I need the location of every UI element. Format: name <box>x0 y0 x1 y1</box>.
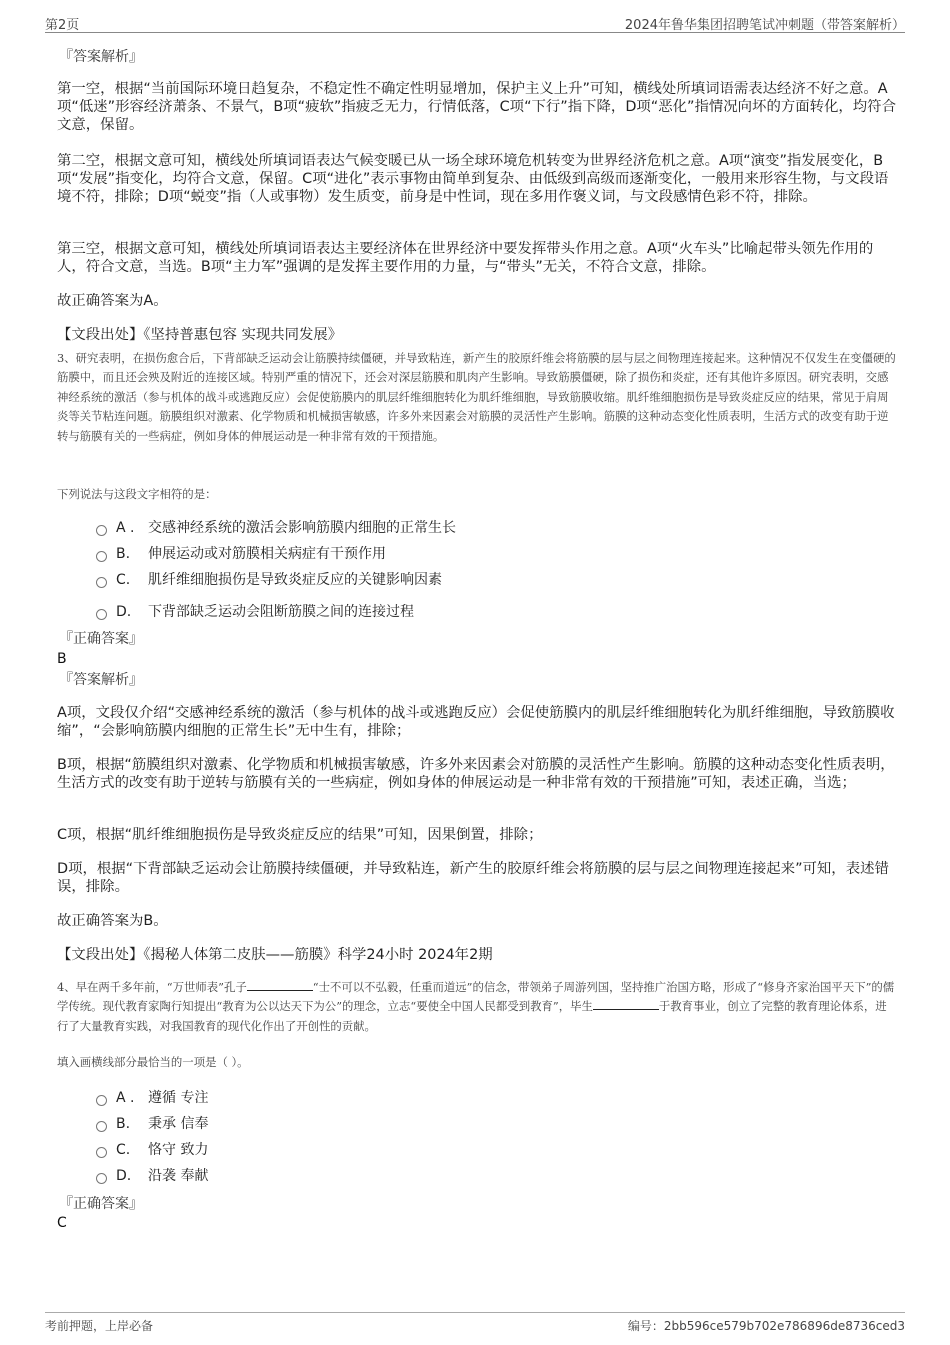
q3-analysis-c: C项，根据“肌纤维细胞损伤是导致炎症反应的结果”可知，因果倒置，排除； <box>57 827 543 843</box>
q3-stem: 3、研究表明，在损伤愈合后，下背部缺乏运动会让筋膜持续僵硬，并导致粘连，新产生的胶原纤维会将筋膜的层与层之间物理连接起来。这种情况不仅发生在变僵硬的筋膜中，而且还会殃及附近的连接区域。特别严重的情况下，还会对深层筋膜和肌肉产生影响。导致筋膜僵硬，除了损伤和炎症，还有其他许多原因。研究表明，交感神经系统的激活（参与机体的战斗或逃跑反应）会促使筋膜内的肌层纤维细胞转化为肌纤维细胞，导致筋膜收缩。肌纤维细胞损伤是导致炎症反应的结果，常见于肩周炎等关节粘连问题。筋膜组织对激素、化学物质和机械损害敏感，许多外来因素会对筋膜的灵活性产生影响。筋膜的这种动态变化性质表明，生活方式的改变有助于逆转与筋膜有关的一些病症，例如身体的伸展运动是一种非常有效的干预措施。 <box>57 351 896 443</box>
radio-icon[interactable] <box>96 551 107 562</box>
q2-source: 【文段出处】《坚持普惠包容 实现共同发展》 <box>57 327 343 343</box>
page-header <box>45 10 905 33</box>
q4-option-d[interactable]: D. 沿袭 奉献 <box>96 1166 208 1186</box>
q3-analysis-label: 『答案解析』 <box>59 672 143 688</box>
q3-analysis-b: B项，根据“筋膜组织对激素、化学物质和机械损害敏感，许多外来因素会对筋膜的灵活性产生影响。筋膜的这种动态变化性质表明，生活方式的改变有助于逆转与筋膜有关的一些病症，例如身体的伸展运动是一种非常有效的干预措施”可知，表述正确，当选； <box>57 757 895 791</box>
q3-source: 【文段出处】《揭秘人体第二皮肤——筋膜》科学24小时 2024年2期 <box>57 947 493 963</box>
radio-icon[interactable] <box>96 1173 107 1184</box>
radio-icon[interactable] <box>96 1095 107 1106</box>
q2-analysis-para-3: 第三空，根据文意可知，横线处所填词语表达主要经济体在世界经济中要发挥带头作用之意。A项“火车头”比喻起带头领先作用的人，符合文意，当选。B项“主力军”强调的是发挥主要作用的力量，与“带头”无关，不符合文意，排除。 <box>57 241 874 275</box>
q4-option-b[interactable]: B. 秉承 信奉 <box>96 1114 208 1134</box>
q3-option-d[interactable]: D. 下背部缺乏运动会阻断筋膜之间的连接过程 <box>96 602 414 622</box>
q2-analysis-label: 『答案解析』 <box>59 49 143 65</box>
radio-icon[interactable] <box>96 577 107 588</box>
q3-analysis-a: A项，文段仅介绍“交感神经系统的激活（参与机体的战斗或逃跑反应）会促使筋膜内的肌层纤维细胞转化为肌纤维细胞，导致筋膜收缩”，“会影响筋膜内细胞的正常生长”无中生有，排除； <box>57 705 895 739</box>
blank-1 <box>247 978 313 991</box>
q3-prompt: 下列说法与这段文字相符的是： <box>57 487 217 501</box>
q3-answer: B <box>57 651 67 667</box>
footer-slogan: 考前押题，上岸必备 <box>45 1319 154 1333</box>
radio-icon[interactable] <box>96 525 107 536</box>
blank-2 <box>593 997 659 1010</box>
radio-icon[interactable] <box>96 1147 107 1158</box>
q3-option-a[interactable]: A . 交感神经系统的激活会影响筋膜内细胞的正常生长 <box>96 518 456 538</box>
q4-stem: 4、早在两千多年前，“万世师表”孔子 “士不可以不弘毅，任重而道远”的信念，带领弟子周游列国，坚持推广治国方略，形成了“修身齐家治国平天下”的儒学传统。现代教育家陶行知提出“教育为公以达天下为公”的理念，立志“要使全中国人民都受到教育”，毕生 于教育事业，创立了完整的教育理论体系，进行了大量教育实践，对我国教育的现代化作出了开创性的贡献。 <box>57 980 895 1033</box>
q4-answer: C <box>57 1215 67 1231</box>
q3-answer-label: 『正确答案』 <box>59 631 143 647</box>
page-footer <box>45 1312 905 1333</box>
radio-icon[interactable] <box>96 609 107 620</box>
q3-option-c[interactable]: C. 肌纤维细胞损伤是导致炎症反应的关键影响因素 <box>96 570 442 590</box>
q3-analysis-d: D项，根据“下背部缺乏运动会让筋膜持续僵硬，并导致粘连，新产生的胶原纤维会将筋膜的层与层之间物理连接起来”可知，表述错误，排除。 <box>57 861 889 895</box>
q4-option-a[interactable]: A . 遵循 专注 <box>96 1088 208 1108</box>
q2-analysis-para-1: 第一空，根据“当前国际环境日趋复杂，不稳定性不确定性明显增加，保护主义上升”可知，横线处所填词语需表达经济不好之意。A项“低迷”形容经济萧条、不景气，B项“疲软”指疲乏无力，行情低落，C项“下行”指下降，D项“恶化”指情况向坏的方面转化，均符合文意，保留。 <box>57 81 896 133</box>
q3-option-b[interactable]: B. 伸展运动或对筋膜相关病症有干预作用 <box>96 544 386 564</box>
q4-answer-label: 『正确答案』 <box>59 1196 143 1212</box>
q4-prompt: 填入画横线部分最恰当的一项是（ ）。 <box>57 1055 249 1069</box>
document-id: 编号：2bb596ce579b702e786896de8736ced3 <box>627 1319 905 1333</box>
q4-option-c[interactable]: C. 恪守 致力 <box>96 1140 208 1160</box>
radio-icon[interactable] <box>96 1121 107 1132</box>
q2-analysis-para-2: 第二空，根据文意可知，横线处所填词语表达气候变暖已从一场全球环境危机转变为世界经济危机之意。A项“演变”指发展变化，B项“发展”指变化，均符合文意，保留。C项“进化”表示事物由简单到复杂、由低级到高级而逐渐变化，一般用来形容生物，与文段语境不符，排除；D项“蜕变”指（人或事物）发生质变，前身是中性词，现在多用作褒义词，与文段感情色彩不符，排除。 <box>57 153 889 205</box>
document-title: 2024年鲁华集团招聘笔试冲刺题（带答案解析） <box>624 18 905 33</box>
q3-conclusion: 故正确答案为B。 <box>57 913 168 929</box>
q2-conclusion: 故正确答案为A。 <box>57 293 168 309</box>
page-number: 第2页 <box>45 18 80 33</box>
